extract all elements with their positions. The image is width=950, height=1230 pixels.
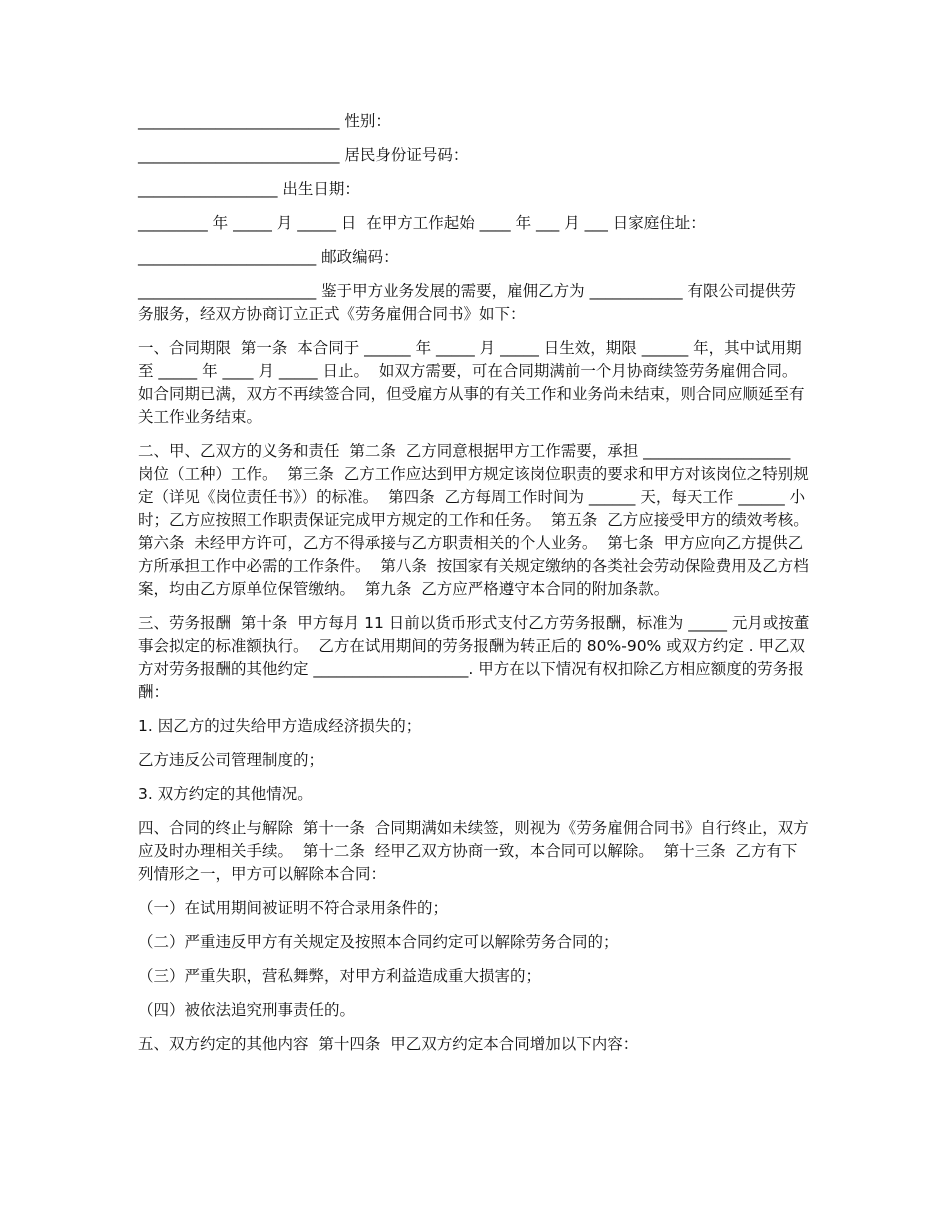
- section-4-termination: 四、合同的终止与解除 第十一条 合同期满如未续签，则视为《劳务雇佣合同书》自行终止，双方应及时办理相关手续。 第十二条 经甲乙双方协商一致，本合同可以解除。 第十三条 乙方有下列情形之一，甲方可以解除本合同：: [138, 819, 809, 883]
- deduction-item-2: 乙方违反公司管理制度的；: [138, 751, 325, 769]
- termination-item-1: （一）在试用期间被证明不符合录用条件的；: [138, 899, 449, 917]
- document-body: [138, 110, 819, 1067]
- preamble-paragraph: _______________________ 鉴于甲方业务发展的需要，雇佣乙方为 ____________ 有限公司提供劳务服务，经双方协商订立正式《劳务雇佣合同书》如下：: [138, 282, 797, 323]
- start-date-address-line: _________ 年 _____ 月 _____ 日 在甲方工作起始 ____ 年 ___ 月 ___ 日家庭住址：: [138, 214, 706, 232]
- section-1-contract-term: 一、合同期限 第一条 本合同于 ______ 年 _____ 月 _____ 日生效，期限 ______ 年，其中试用期至 _____ 年 ____ 月 _____ 日止。 如双方需要，可在合同期满前一个月协商续签劳务雇佣合同。如合同期已满，双方不再续签合同，但受雇方从事的有关工作和业务尚未结束，则合同应顺延至有关工作业务结束。: [138, 339, 805, 426]
- section-5-other-terms: 五、双方约定的其他内容 第十四条 甲乙双方约定本合同增加以下内容：: [138, 1035, 639, 1053]
- section-2-obligations: 二、甲、乙双方的义务和责任 第二条 乙方同意根据甲方工作需要，承担 ___________________ 岗位（工种）工作。 第三条 乙方工作应达到甲方规定该岗位职责的要求和甲方对该岗位之特别规定（详见《岗位责任书》）的标准。 第四条 乙方每周工作时间为 ______ 天，每天工作 ______ 小时；乙方应按照工作职责保证完成甲方规定的工作和任务。 第五条 乙方应接受甲方的绩效考核。 第六条 未经甲方许可，乙方不得承接与乙方职责相关的个人业务。 第七条 甲方应向乙方提供乙方所承担工作中必需的工作条件。 第八条 按国家有关规定缴纳的各类社会劳动保险费用及乙方档案，均由乙方原单位保管缴纳。 第九条 乙方应严格遵守本合同的附加条款。: [138, 442, 819, 598]
- postcode-line: _______________________ 邮政编码：: [138, 248, 399, 266]
- birth-date-line: __________________ 出生日期：: [138, 180, 360, 198]
- id-number-line: __________________________ 居民身份证号码：: [138, 146, 469, 164]
- termination-item-4: （四）被依法追究刑事责任的。: [138, 1001, 356, 1019]
- deduction-item-3: 3. 双方约定的其他情况。: [138, 785, 313, 803]
- deduction-item-1: 1. 因乙方的过失给甲方造成经济损失的；: [138, 717, 422, 735]
- section-3-remuneration: 三、劳务报酬 第十条 甲方每月 11 日前以货币形式支付乙方劳务报酬，标准为 _____ 元月或按董事会拟定的标准额执行。 乙方在试用期间的劳务报酬为转正后的 80%-90% 或双方约定 . 甲乙双方对劳务报酬的其他约定 ____________________. 甲方在以下情况有权扣除乙方相应额度的劳务报酬：: [138, 614, 810, 701]
- termination-item-3: （三）严重失职，营私舞弊，对甲方利益造成重大损害的；: [138, 967, 542, 985]
- gender-line: __________________________ 性别：: [138, 112, 391, 130]
- termination-item-2: （二）严重违反甲方有关规定及按照本合同约定可以解除劳务合同的；: [138, 933, 619, 951]
